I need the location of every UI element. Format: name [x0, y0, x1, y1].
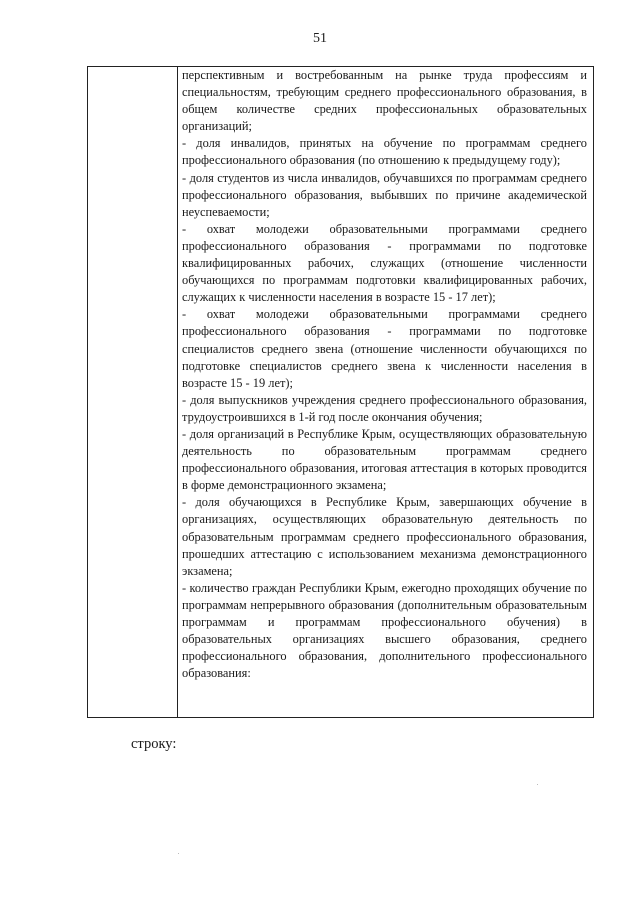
table-cell-text: перспективным и востребованным на рынке труда профессиям и специальностям, требующим среднего профессионального образования, в общем количестве средних профессиональных образовательных организаций; - доля инвалидов, принятых на обучение по программам среднего профессионального образования (по отношению к предыдущему году); - доля студентов из числа инвалидов, обучавшихся по программам среднего профессионального образования, выбывших по причине академической неуспеваемости; - охват молодежи образовательными программами среднего профессионального образования - программами по подготовке квалифицированных рабочих, служащих (отношение численности обучающихся по программам подготовки квалифицированных рабочих, служащих к численности населения в возрасте 15 - 17 лет); - охват молодежи образовательными программами среднего профессионального образования - программами по подготовке специалистов среднего звена (отношение численности обучающихся по подготовке специалистов среднего звена к численности населения в возрасте 15 - 19 лет); - доля выпускников учреждения среднего профессионального образования, трудоустроившихся в 1-й год после окончания обучения; - доля организаций в Республике Крым, осуществляющих образовательную деятельность по образовательным программам среднего профессионального образования, итоговая аттестация в которых проводится в форме демонстрационного экзамена; - доля обучающихся в Республике Крым, завершающих обучение в организациях, осуществляющих образовательную деятельность по образовательным программам среднего профессионального образования, прошедших аттестацию с использованием механизма демонстрационного экзамена; - количество граждан Республики Крым, ежегодно проходящих обучение по программам непрерывного образования (дополнительным образовательным программам и программам профессионального обучения) в образовательных организациях высшего образования, среднего профессионального образования, дополнительного профессионального образования:	[182, 68, 587, 681]
page-number: 51	[313, 31, 327, 46]
after-table-text: строку:	[131, 736, 177, 752]
table-right-cell	[178, 67, 593, 717]
scan-speck	[537, 784, 538, 785]
scan-speck	[178, 853, 179, 854]
document-table	[87, 66, 594, 718]
table-left-cell	[88, 67, 178, 717]
